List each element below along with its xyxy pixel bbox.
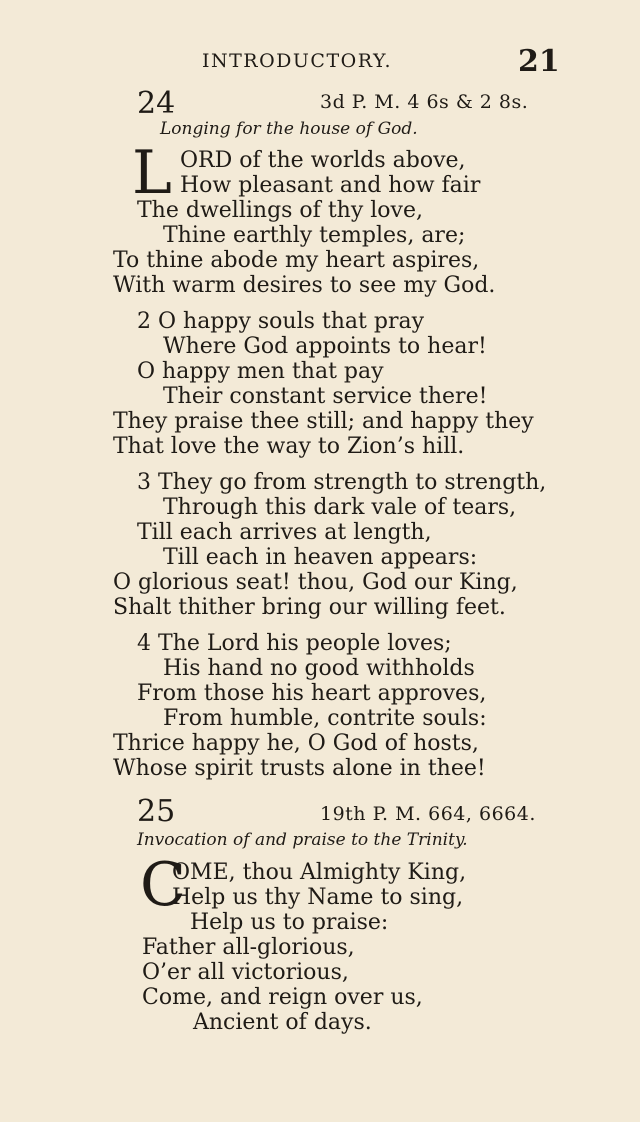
verse-line: ORD of the worlds above,: [180, 148, 466, 173]
verse-line: 4 The Lord his people loves;: [137, 631, 452, 656]
verse-line: Till each arrives at length,: [137, 520, 432, 545]
verse-line: 3 They go from strength to strength,: [137, 470, 547, 495]
verse-line: Help us thy Name to sing,: [172, 885, 464, 910]
verse-line: From humble, contrite souls:: [163, 706, 487, 731]
drop-cap: L: [132, 138, 172, 208]
verse-line: Ancient of days.: [193, 1010, 372, 1035]
verse-line: That love the way to Zion’s hill.: [113, 434, 465, 459]
verse-line: They praise thee still; and happy they: [113, 409, 534, 434]
hymn-subtitle: Invocation of and praise to the Trinity.: [137, 830, 468, 850]
hymn-number: 25: [137, 794, 176, 829]
verse-line: Thrice happy he, O God of hosts,: [113, 731, 479, 756]
page-number: 21: [518, 44, 560, 79]
verse-line: How pleasant and how fair: [180, 173, 481, 198]
running-head: INTRODUCTORY.: [202, 50, 393, 72]
verse-line: Father all-glorious,: [142, 935, 355, 960]
verse-line: Till each in heaven appears:: [163, 545, 478, 570]
verse-line: To thine abode my heart aspires,: [113, 248, 480, 273]
verse-line: O happy men that pay: [137, 359, 384, 384]
hymn-meter: 3d P. M. 4 6s & 2 8s.: [320, 91, 529, 113]
verse-line: 2 O happy souls that pray: [137, 309, 425, 334]
verse-line: Their constant service there!: [163, 384, 488, 409]
hymn-meter: 19th P. M. 664, 6664.: [320, 803, 536, 825]
verse-line: His hand no good withholds: [163, 656, 475, 681]
verse-line: From those his heart approves,: [137, 681, 487, 706]
verse-line: Where God appoints to hear!: [163, 334, 487, 359]
hymn-number: 24: [137, 86, 176, 121]
verse-line: Help us to praise:: [190, 910, 389, 935]
verse-line: With warm desires to see my God.: [113, 273, 496, 298]
verse-line: Whose spirit trusts alone in thee!: [113, 756, 486, 781]
verse-line: Come, and reign over us,: [142, 985, 423, 1010]
verse-line: Thine earthly temples, are;: [163, 223, 466, 248]
hymn-subtitle: Longing for the house of God.: [160, 119, 418, 139]
verse-line: O glorious seat! thou, God our King,: [113, 570, 518, 595]
verse-line: Shalt thither bring our willing feet.: [113, 595, 506, 620]
verse-line: OME, thou Almighty King,: [172, 860, 467, 885]
drop-cap: C: [140, 850, 186, 920]
verse-line: Through this dark vale of tears,: [163, 495, 517, 520]
verse-line: The dwellings of thy love,: [137, 198, 423, 223]
verse-line: O’er all victorious,: [142, 960, 349, 985]
